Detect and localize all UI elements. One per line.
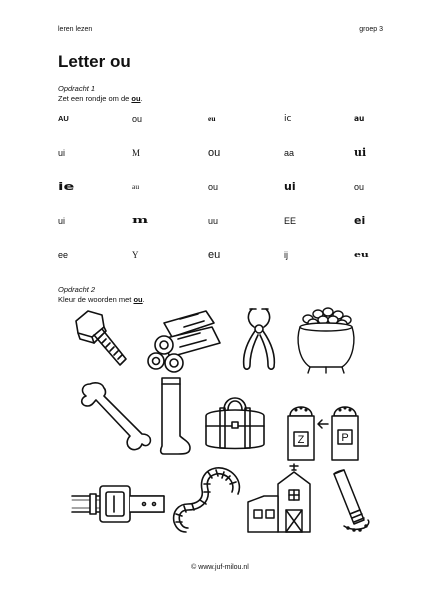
letter-cell[interactable]: Y [132,250,139,260]
letter-cell[interactable]: ou [208,182,219,192]
opdracht2-instruction-target: ou [133,295,143,304]
letter-cell[interactable]: ui [354,146,367,159]
letter-cell[interactable]: ou [354,182,365,192]
stocking-icon[interactable] [154,374,196,458]
bolt-icon[interactable] [70,305,132,373]
letter-cell[interactable]: au [354,114,365,123]
rope-icon[interactable] [164,464,248,534]
letter-cell[interactable]: aa [284,148,295,158]
letter-cell[interactable]: m [132,216,149,226]
opdracht1-instruction-prefix: Zet een rondje om de [58,94,130,103]
letter-cell[interactable]: eu [354,250,369,259]
letter-cell[interactable]: ij [284,250,288,260]
bone-icon[interactable] [76,378,154,456]
letter-grid [58,112,388,262]
salt-label: Z [297,434,305,446]
page-title: Letter ou [58,52,131,71]
opdracht2-instruction-suffix: . [142,295,145,304]
belt-icon[interactable] [70,482,166,526]
letter-cell[interactable]: ui [284,180,296,193]
letter-cell[interactable]: eu [208,114,216,123]
opdracht2-instruction-prefix: Kleur de woorden met [58,295,132,304]
letter-cell[interactable]: ou [208,147,221,159]
letter-cell[interactable]: uu [208,216,219,226]
salt-pepper-icon[interactable] [282,398,366,462]
letter-cell[interactable]: eu [208,249,221,261]
logs-icon[interactable] [140,305,228,375]
gold-pot-icon[interactable] [292,305,360,375]
letter-cell[interactable]: au [132,182,140,191]
header-group: groep 3 [359,26,383,33]
opdracht1-instruction [58,94,143,103]
cigarette-icon[interactable] [324,466,372,534]
opdracht1-instruction-target: ou [131,94,141,103]
letter-cell[interactable]: M [132,148,141,158]
footer-credit: © www.juf-milou.nl [191,564,249,571]
letter-cell[interactable]: ui [58,148,66,158]
letter-cell[interactable]: ie [58,180,75,193]
opdracht2-instruction [58,295,145,304]
header-subject: leren lezen [58,26,93,33]
letter-cell[interactable]: ic [284,114,292,124]
pepper-label: P [341,432,349,444]
opdracht1-instruction-suffix: . [140,94,143,103]
letter-cell[interactable]: ee [58,250,69,260]
letter-cell[interactable]: ui [58,216,66,226]
letter-cell[interactable]: ou [132,114,143,124]
opdracht1-label: Opdracht 1 [58,84,96,93]
letter-cell[interactable]: EE [284,216,297,226]
letter-cell[interactable]: ei [354,214,366,227]
barn-icon[interactable] [244,462,314,534]
bag-icon[interactable] [200,386,270,456]
pliers-icon[interactable] [234,305,284,373]
letter-cell[interactable]: AU [58,114,69,123]
opdracht2-label: Opdracht 2 [58,285,96,294]
